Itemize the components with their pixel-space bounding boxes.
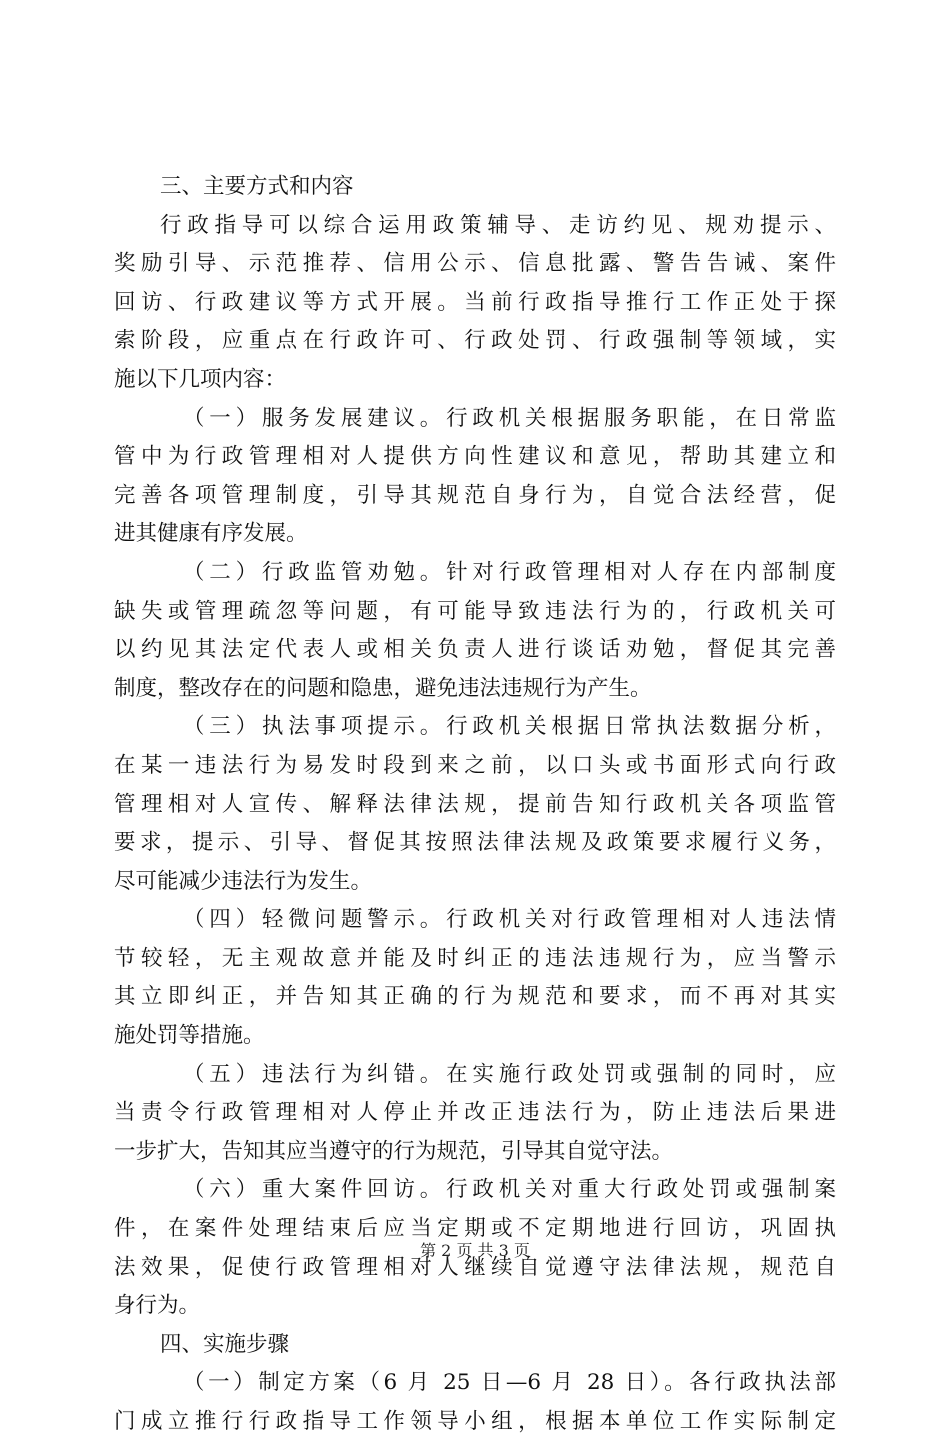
text-line: 其立即纠正，并告知其正确的行为规范和要求，而不再对其实	[114, 984, 836, 1010]
text-line: 完善各项管理制度，引导其规范自身行为，自觉合法经营，促	[114, 482, 836, 508]
text-line: 制度，整改存在的问题和隐患，避免违法违规行为产生。	[114, 675, 652, 701]
text-line: （二）行政监管劝勉。针对行政管理相对人存在内部制度	[183, 559, 836, 585]
text-line: 施以下几项内容：	[114, 366, 287, 392]
text-line: （一）服务发展建议。行政机关根据服务职能，在日常监	[183, 405, 836, 431]
text-line: 缺失或管理疏忽等问题，有可能导致违法行为的，行政机关可	[114, 598, 836, 624]
text-line: 当责令行政管理相对人停止并改正违法行为，防止违法后果进	[114, 1100, 836, 1126]
text-line: 三、主要方式和内容	[160, 174, 354, 199]
text-line: 在某一违法行为易发时段到来之前，以口头或书面形式向行政	[114, 752, 836, 778]
text-line: 进其健康有序发展。	[114, 521, 308, 547]
text-line: 奖励引导、示范推荐、信用公示、信息批露、警告告诫、案件	[114, 251, 836, 277]
text-line: （一）制定方案（6 月 25 日—6 月 28 日）。各行政执法部	[183, 1370, 836, 1396]
text-line: 行政指导可以综合运用政策辅导、走访约见、规劝提示、	[160, 212, 836, 238]
text-line: （六）重大案件回访。行政机关对重大行政处罚或强制案	[183, 1177, 836, 1203]
text-line: （三）执法事项提示。行政机关根据日常执法数据分析，	[183, 714, 836, 740]
text-line: 要求，提示、引导、督促其按照法律法规及政策要求履行义务，	[114, 830, 836, 856]
text-line: 身行为。	[114, 1293, 201, 1319]
text-line: 件，在案件处理结束后应当定期或不定期地进行回访，巩固执	[114, 1216, 836, 1242]
text-line: 施处罚等措施。	[114, 1023, 265, 1049]
text-line: 索阶段，应重点在行政许可、行政处罚、行政强制等领域，实	[114, 328, 836, 354]
text-line: 节较轻，无主观故意并能及时纠正的违法违规行为，应当警示	[114, 945, 836, 971]
text-line: 以约见其法定代表人或相关负责人进行谈话劝勉，督促其完善	[114, 637, 836, 663]
text-line: （四）轻微问题警示。行政机关对行政管理相对人违法情	[183, 907, 836, 933]
text-line: 管中为行政管理相对人提供方向性建议和意见，帮助其建立和	[114, 444, 836, 470]
text-line: 一步扩大，告知其应当遵守的行为规范，引导其自觉守法。	[114, 1138, 674, 1164]
text-line: 管理相对人宣传、解释法律法规，提前告知行政机关各项监管	[114, 791, 836, 817]
text-line: （五）违法行为纠错。在实施行政处罚或强制的同时，应	[183, 1061, 836, 1087]
text-line: 门成立推行行政指导工作领导小组，根据本单位工作实际制定	[114, 1409, 836, 1434]
text-line: 尽可能减少违法行为发生。	[114, 868, 373, 894]
page-footer: 第 2 页 共 3 页	[420, 1241, 530, 1260]
text-line: 法效果，促使行政管理相对人继续自觉遵守法律法规，规范自	[114, 1254, 836, 1280]
text-line: 回访、行政建议等方式开展。当前行政指导推行工作正处于探	[114, 289, 836, 315]
text-line: 四、实施步骤	[160, 1331, 290, 1357]
